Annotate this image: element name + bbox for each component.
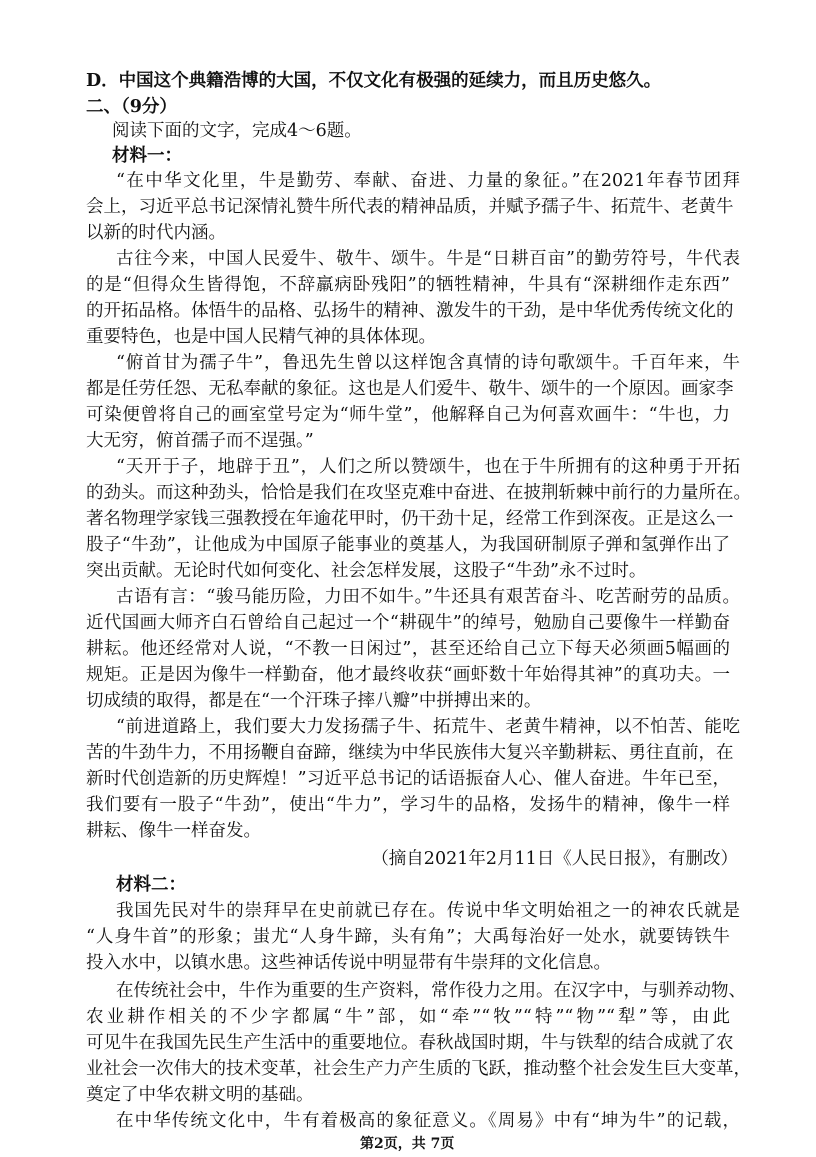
paragraph-line: 以新的时代内涵。 — [86, 223, 226, 243]
paragraph-line: 古往今来，中国人民爱牛、敬牛、颂牛。牛是“日耕百亩”的勤劳符号，牛代表 — [116, 249, 740, 269]
paragraph-line: 苦的牛劲牛力，不用扬鞭自奋蹄，继续为中华民族伟大复兴辛勤耕耘、勇往直前，在 — [86, 743, 734, 763]
paragraph-line: 大无穷，俯首孺子而不逞强。” — [86, 431, 314, 451]
question-d-option: D．中国这个典籍浩博的大国，不仅文化有极强的延续力，而且历史悠久。 — [86, 71, 662, 91]
material-1-label: 材料一： — [112, 146, 182, 166]
paragraph-line: 突出贡献。无论时代如何变化、社会怎样发展，这股子“牛劲”永不过时。 — [86, 561, 647, 581]
paragraph-line: “俯首甘为孺子牛”，鲁迅先生曾以这样饱含真情的诗句歌颂牛。千百年来，牛 — [116, 353, 740, 373]
paragraph-line: 的劲头。而这种劲头，恰恰是我们在攻坚克难中奋进、在披荆斩棘中前行的力量所在。 — [86, 483, 751, 503]
paragraph-line: 可染便曾将自己的画室堂号定为“师牛堂”，他解释自己为何喜欢画牛：“牛也，力 — [86, 405, 730, 425]
paragraph-line: 在传统社会中，牛作为重要的生产资料，常作役力之用。在汉字中，与驯养动物、 — [116, 981, 746, 1001]
paragraph-line: 在中华传统文化中，牛有着极高的象征意义。《周易》中有“坤为牛”的记载， — [116, 1111, 740, 1131]
material-2-label: 材料二： — [116, 875, 186, 895]
page-footer: 第2页，共 7页 — [360, 1136, 455, 1152]
paragraph-line: “前进道路上，我们要大力发扬孺子牛、拓荒牛、老黄牛精神，以不怕苦、能吃 — [116, 717, 740, 737]
paragraph-line: 的开拓品格。体悟牛的品格、弘扬牛的精神、激发牛的干劲，是中华优秀传统文化的 — [86, 301, 734, 321]
paragraph-line: 的是“但得众生皆得饱，不辞羸病卧残阳”的牺牲精神，牛具有“深耕细作走东西” — [86, 275, 730, 295]
paragraph-line: 耕耘。他还经常对人说，“不教一日闲过”，甚至还给自己立下每天必须画5幅画的 — [86, 639, 730, 659]
paragraph-line: “在中华文化里，牛是勤劳、奉献、奋进、力量的象征。”在2021年春节团拜 — [116, 171, 740, 191]
paragraph-line: 著名物理学家钱三强教授在年逾花甲时，仍干劲十足，经常工作到深夜。正是这么一 — [86, 509, 734, 529]
paragraph-line: 业社会一次伟大的技术变革，社会生产力产生质的飞跃，推动整个社会发生巨大变革， — [86, 1059, 751, 1079]
paragraph-line: 奠定了中华农耕文明的基础。 — [86, 1085, 314, 1105]
instruction-text: 阅读下面的文字，完成4～6题。 — [112, 121, 362, 141]
paragraph-line: 投入水中，以镇水患。这些神话传说中明显带有牛崇拜的文化信息。 — [86, 953, 611, 973]
paragraph-line: 我国先民对牛的崇拜早在史前就已存在。传说中华文明始祖之一的神农氏就是 — [116, 901, 740, 921]
paragraph-line: 古语有言：“骏马能历险，力田不如牛。”牛还具有艰苦奋斗、吃苦耐劳的品质。 — [116, 587, 740, 607]
paragraph-line: 我们要有一股子“牛劲”，使出“牛力”，学习牛的品格，发扬牛的精神，像牛一样 — [86, 795, 730, 815]
paragraph-line: 会上，习近平总书记深情礼赞牛所代表的精神品质，并赋予孺子牛、拓荒牛、老黄牛 — [86, 197, 734, 217]
source-citation: （摘自2021年2月11日《人民日报》，有删改） — [371, 849, 738, 869]
paragraph-line: 股子“牛劲”，让他成为中国原子能事业的奠基人，为我国研制原子弹和氢弹作出了 — [86, 535, 730, 555]
paragraph-line: 农业耕作相关的不少字都属“牛”部，如“牵”“牧”“特”“物”“犁”等，由此 — [86, 1007, 730, 1027]
paragraph-line: “人身牛首”的形象；蚩尤“人身牛蹄，头有角”；大禹每治好一处水，就要铸铁牛 — [86, 927, 730, 947]
paragraph-line: 重要特色，也是中国人民精气神的具体体现。 — [86, 327, 436, 347]
paragraph-line: 可见牛在我国先民生产生活中的重要地位。春秋战国时期，牛与铁犁的结合成就了农 — [86, 1033, 734, 1053]
paragraph-line: 都是任劳任怨、无私奉献的象征。这也是人们爱牛、敬牛、颂牛的一个原因。画家李 — [86, 379, 734, 399]
paragraph-line: 切成绩的取得，都是在“一个汗珠子摔八瓣”中拼搏出来的。 — [86, 691, 542, 711]
paragraph-line: 耕耘、像牛一样奋发。 — [86, 821, 261, 841]
paragraph-line: 新时代创造新的历史辉煌！”习近平总书记的话语振奋人心、催人奋进。牛年已至， — [86, 769, 730, 789]
paragraph-line: 近代国画大师齐白石曾给自己起过一个“耕砚牛”的绰号，勉励自己要像牛一样勤奋 — [86, 613, 730, 633]
paragraph-line: “天开于子，地辟于丑”，人们之所以赞颂牛，也在于牛所拥有的这种勇于开拓 — [116, 457, 740, 477]
paragraph-line: 规矩。正是因为像牛一样勤奋，他才最终收获“画虾数十年始得其神”的真功夫。一 — [86, 665, 730, 685]
section-header: 二、（9分） — [86, 97, 177, 117]
